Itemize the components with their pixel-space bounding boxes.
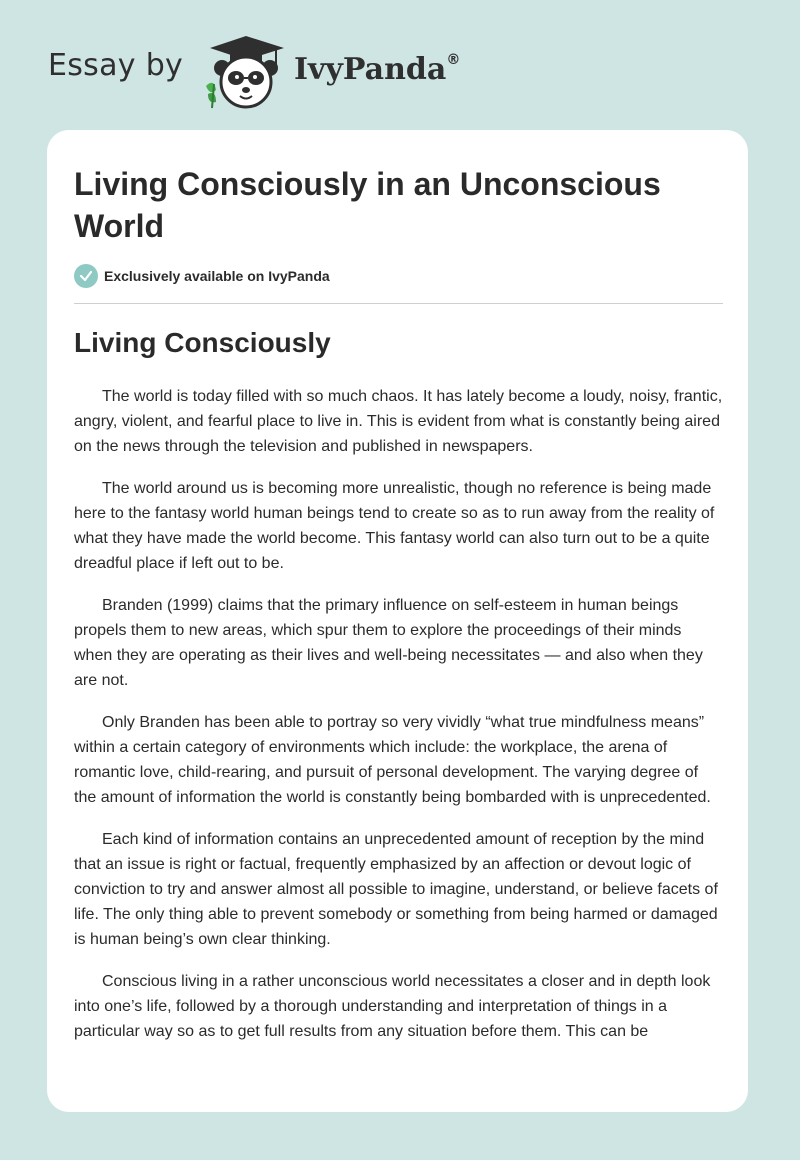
site-header (48, 34, 468, 110)
ivypanda-logo-icon[interactable] (200, 34, 292, 110)
essay-card (47, 130, 748, 1112)
brand-name[interactable]: IvyPanda® (294, 52, 461, 87)
paragraph: The world is today filled with so much chaos. It has lately become a loudy, noisy, frantic, angry, violent, and fearful place to live in. This is evident from what is constantly being aired on the news through the television and published in newspapers. (74, 388, 723, 455)
paragraph: The world around us is becoming more unrealistic, though no reference is being made here to the fantasy world human beings tend to create so as to run away from the reality of what they have made the world become. This fantasy world can also turn out to be a quite dreadful place if left out to be. (74, 480, 715, 572)
section-heading: Living Consciously (74, 327, 331, 358)
paragraph: Conscious living in a rather unconscious world necessitates a closer and in depth look into one’s life, followed by a thorough understanding and interpretation of things in a particular way so as to get full results from any situation before them. This can be (74, 973, 711, 1040)
paragraph: Branden (1999) claims that the primary influence on self-esteem in human beings propels them to new areas, which spur them to explore the proceedings of their minds when they are operating as their lives and well-being necessitates — and also when they are not. (74, 597, 703, 689)
paragraph: Each kind of information contains an unprecedented amount of reception by the mind that an issue is right or factual, frequently emphasized by an affection or devout logic of conviction to try and answer almost all possible to imagine, understand, or believe facets of life. The only thing able to prevent somebody or something from being harmed or damaged is human being’s own clear thinking. (74, 831, 718, 948)
essay-by-label: Essay by (48, 48, 184, 83)
badge-label: Exclusively available on IvyPanda (104, 268, 330, 284)
check-icon (74, 264, 98, 288)
page-title: Living Consciously in an Unconscious World (74, 166, 661, 244)
article-body (74, 384, 724, 1061)
exclusive-badge (74, 264, 330, 288)
paragraph: Only Branden has been able to portray so very vividly “what true mindfulness means” within a certain category of environments which include: the workplace, the arena of romantic love, child-rearing, and pursuit of personal development. The varying degree of the amount of information the world is constantly being bombarded with is unprecedented. (74, 714, 711, 806)
divider (74, 303, 723, 304)
